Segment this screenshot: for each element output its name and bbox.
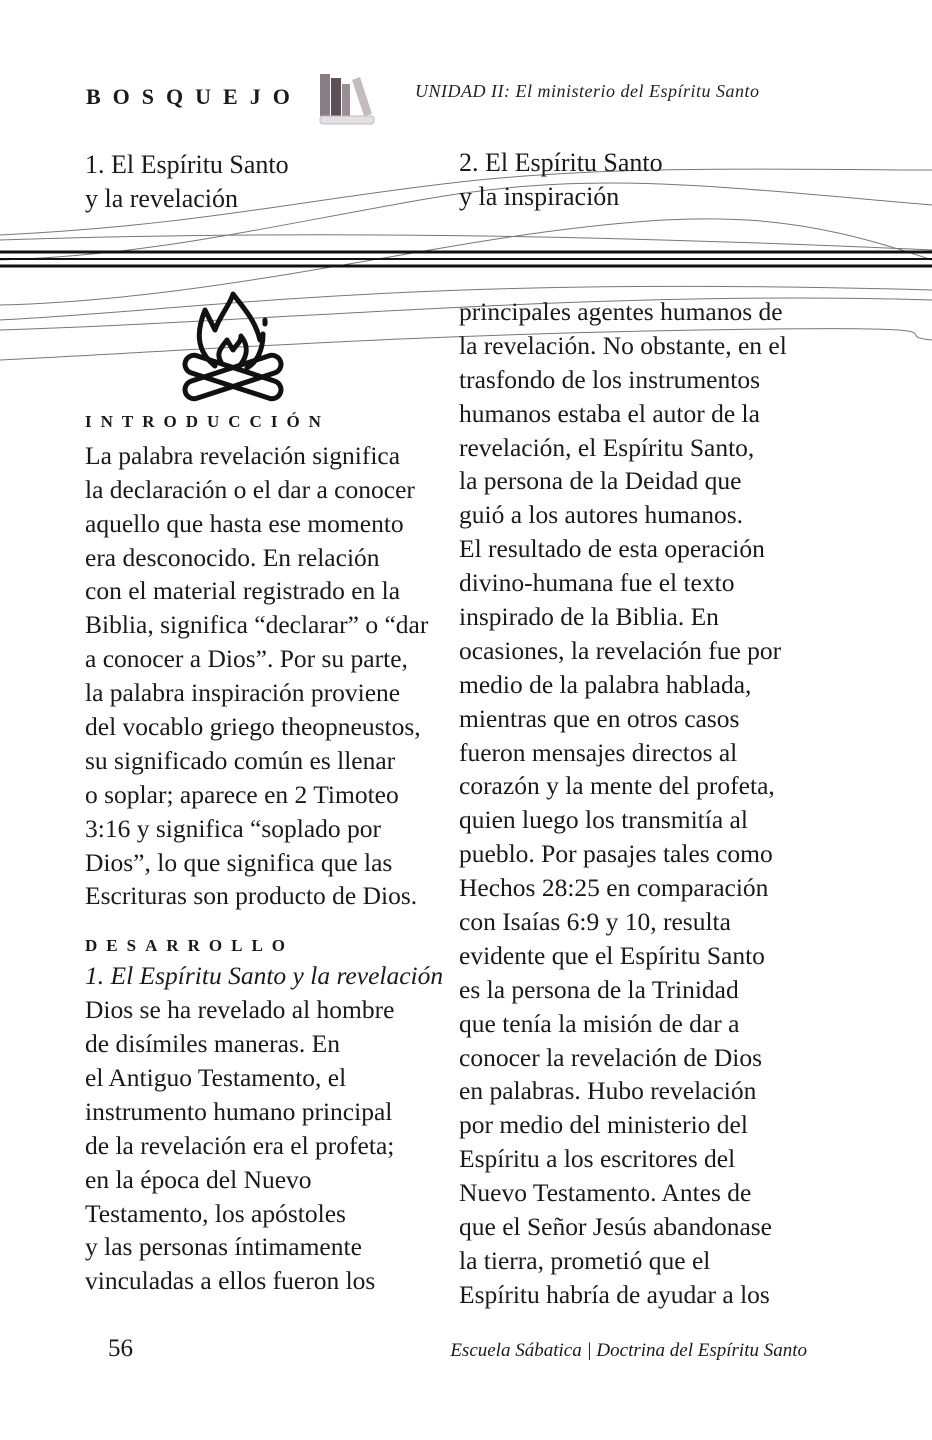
text-line: la revelación. No obstante, en el: [459, 330, 787, 360]
text-line: la persona de la Deidad que: [459, 466, 742, 496]
outline-item-2: [459, 146, 663, 214]
text-line: El resultado de esta operación: [459, 534, 765, 564]
outline-line: 2. El Espíritu Santo: [459, 148, 663, 177]
text-line: de disímiles maneras. En: [85, 1029, 340, 1059]
text-line: inspirado de la Biblia. En: [459, 602, 719, 632]
text-line: de la revelación era el profeta;: [85, 1130, 395, 1160]
text-line: mientras que en otros casos: [459, 703, 740, 733]
text-line: Testamento, los apóstoles: [85, 1198, 346, 1228]
text-line: o soplar; aparece en 2 Timoteo: [85, 779, 399, 809]
text-line: el Antiguo Testamento, el: [85, 1063, 347, 1093]
text-line: Hechos 28:25 en comparación: [459, 873, 769, 903]
text-line: trasfondo de los instrumentos: [459, 364, 761, 394]
text-line: guió a los autores humanos.: [459, 500, 743, 530]
text-line: la tierra, prometió que el: [459, 1245, 711, 1275]
text-line: en la época del Nuevo: [85, 1164, 312, 1194]
text-line: la palabra inspiración proviene: [85, 678, 401, 708]
campfire-icon: [175, 290, 291, 406]
unit-title: UNIDAD II: El ministerio del Espíritu Santo: [415, 81, 760, 101]
text-line: aquello que hasta ese momento: [85, 508, 404, 538]
text-line: del vocablo griego theopneustos,: [85, 712, 421, 742]
text-line: vinculadas a ellos fueron los: [85, 1266, 376, 1296]
text-line: la declaración o el dar a conocer: [85, 474, 415, 504]
books-icon: [318, 72, 376, 126]
outline-item-1: [85, 148, 289, 216]
text-line: principales agentes humanos de: [459, 297, 783, 326]
outline-line: 1. El Espíritu Santo: [85, 150, 289, 179]
text-line: pueblo. Por pasajes tales como: [459, 839, 773, 869]
text-line: que el Señor Jesús abandonase: [459, 1212, 772, 1242]
text-line: a conocer a Dios”. Por su parte,: [85, 644, 408, 674]
text-line: con el material registrado en la: [85, 576, 401, 606]
footer-publication: Escuela Sábatica | Doctrina del Espíritu Santo: [450, 1340, 807, 1361]
text-line: por medio del ministerio del: [459, 1110, 748, 1140]
text-line: ocasiones, la revelación fue por: [459, 635, 782, 665]
text-line: Dios se ha revelado al hombre: [85, 995, 395, 1025]
text-line: su significado común es llenar: [85, 745, 396, 775]
introduction-label: INTRODUCCIÓN: [85, 412, 330, 431]
text-line: Biblia, significa “declarar” o “dar: [85, 610, 429, 640]
left-column: [85, 405, 443, 1298]
text-line: Espíritu habría de ayudar a los: [459, 1279, 770, 1309]
text-line: fueron mensajes directos al: [459, 737, 738, 767]
text-line: revelación, el Espíritu Santo,: [459, 432, 755, 462]
text-line: humanos estaba el autor de la: [459, 398, 760, 428]
text-line: Nuevo Testamento. Antes de: [459, 1178, 752, 1208]
text-line: con Isaías 6:9 y 10, resulta: [459, 907, 731, 937]
text-line: La palabra revelación significa: [85, 440, 401, 470]
development-subtitle: 1. El Espíritu Santo y la revelación: [85, 961, 444, 991]
section-title: BOSQUEJO: [86, 84, 302, 109]
text-line: 3:16 y significa “soplado por: [85, 813, 382, 843]
text-line: en palabras. Hubo revelación: [459, 1076, 757, 1106]
text-line: evidente que el Espíritu Santo: [459, 940, 765, 970]
text-line: Escrituras son producto de Dios.: [85, 881, 418, 911]
development-label: DESARROLLO: [85, 936, 295, 956]
text-line: quien luego los transmitía al: [459, 805, 748, 835]
right-column: [459, 295, 787, 1312]
page-number: 56: [108, 1335, 133, 1362]
outline-line: y la revelación: [85, 184, 239, 213]
text-line: que tenía la misión de dar a: [459, 1008, 740, 1038]
text-line: Espíritu a los escritores del: [459, 1144, 736, 1174]
text-line: conocer la revelación de Dios: [459, 1042, 763, 1072]
text-line: y las personas íntimamente: [85, 1232, 362, 1262]
text-line: es la persona de la Trinidad: [459, 974, 739, 1004]
text-line: divino-humana fue el texto: [459, 568, 735, 598]
outline-line: y la inspiración: [459, 182, 620, 211]
text-line: corazón y la mente del profeta,: [459, 771, 775, 801]
text-line: Dios”, lo que significa que las: [85, 847, 393, 877]
text-line: era desconocido. En relación: [85, 542, 380, 572]
text-line: instrumento humano principal: [85, 1096, 393, 1126]
text-line: medio de la palabra hablada,: [459, 669, 752, 699]
